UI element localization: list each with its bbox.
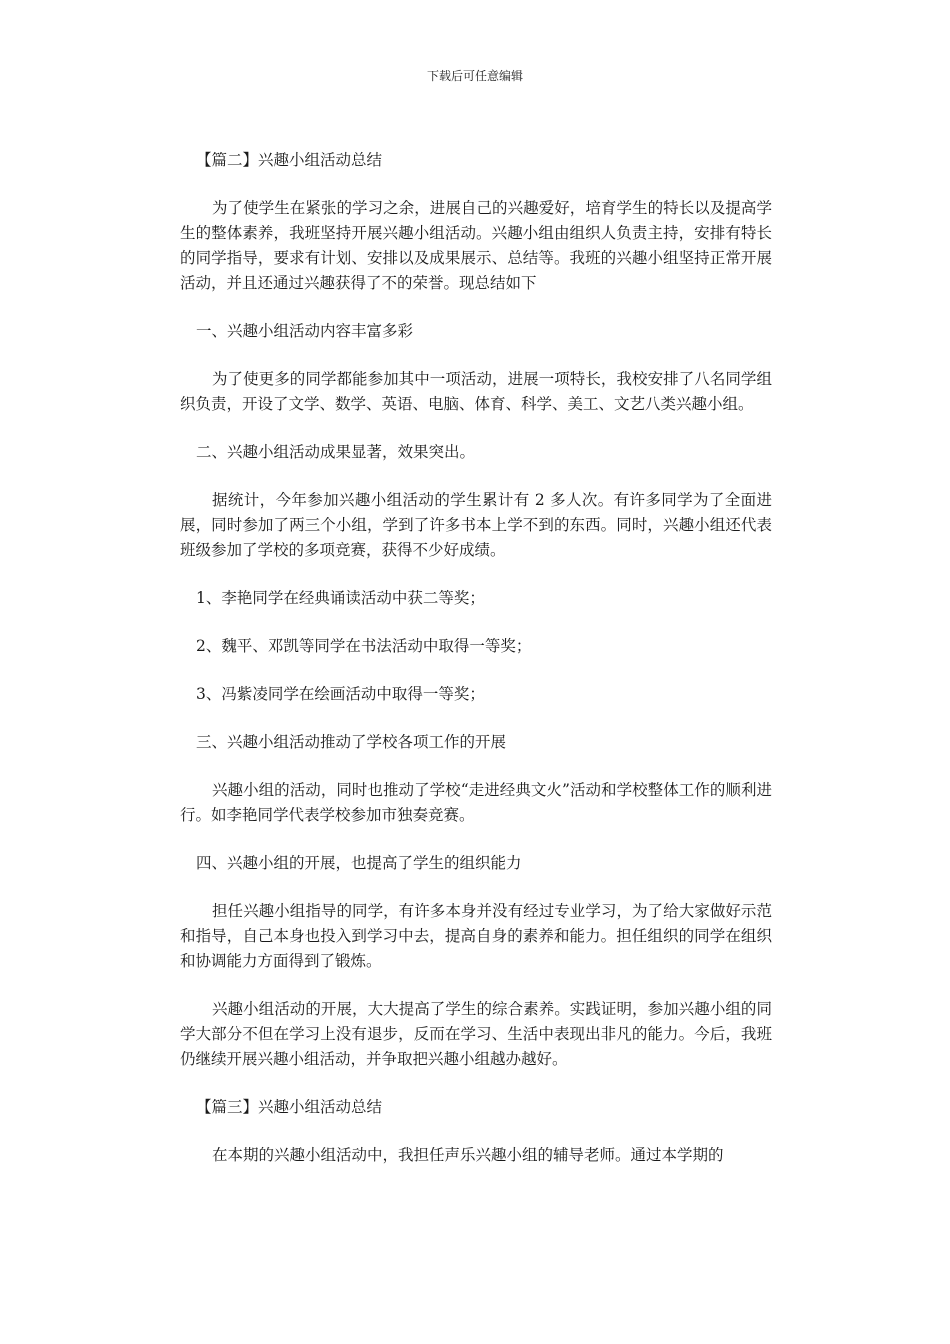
section-heading-part3-title: 【篇三】兴趣小组活动总结	[196, 1098, 383, 1116]
list-item-award-1: 1、李艳同学在经典诵读活动中获二等奖；	[196, 589, 485, 607]
section-heading-1: 一、兴趣小组活动内容丰富多彩	[196, 322, 414, 340]
paragraph-school-work: 兴趣小组的活动，同时也推动了学校“走进经典文火”活动和学校整体工作的顺利进行。如李艳同学代表学校参加市独奏竞赛。	[180, 781, 772, 824]
page-header: 下载后可任意编辑	[426, 69, 523, 83]
list-item-award-2: 2、魏平、邓凯等同学在书法活动中取得一等奖；	[196, 637, 532, 655]
paragraph-intro: 为了使学生在紧张的学习之余，进展自己的兴趣爱好，培育学生的特长以及提高学生的整体素养，我班坚持开展兴趣小组活动。兴趣小组由组织人负责主持，安排有特长的同学指导，要求有计划、安排以及成果展示、总结等。我班的兴趣小组坚持正常开展活动，并且还通过兴趣获得了不的荣誉。现总结如下	[180, 199, 772, 292]
paragraph-activities: 为了使更多的同学都能参加其中一项活动，进展一项特长，我校安排了八名同学组织负责，开设了文学、数学、英语、电脑、体育、科学、美工、文艺八类兴趣小组。	[180, 370, 772, 413]
paragraph-part3-intro: 在本期的兴趣小组活动中，我担任声乐兴趣小组的辅导老师。通过本学期的	[212, 1146, 724, 1164]
section-heading-2: 二、兴趣小组活动成果显著，效果突出。	[196, 443, 476, 461]
paragraph-conclusion: 兴趣小组活动的开展，大大提高了学生的综合素养。实践证明，参加兴趣小组的同学大部分不但在学习上没有退步，反而在学习、生活中表现出非凡的能力。今后，我班仍继续开展兴趣小组活动，并争取把兴趣小组越办越好。	[180, 1000, 772, 1068]
section-heading-part2-title: 【篇二】兴趣小组活动总结	[196, 151, 383, 169]
list-item-award-3: 3、冯紫凌同学在绘画活动中取得一等奖；	[196, 685, 485, 703]
paragraph-organization: 担任兴趣小组指导的同学，有许多本身并没有经过专业学习，为了给大家做好示范和指导，自己本身也投入到学习中去，提高自身的素养和能力。担任组织的同学在组织和协调能力方面得到了锻炼。	[180, 902, 772, 970]
section-heading-4: 四、兴趣小组的开展，也提高了学生的组织能力	[196, 854, 522, 872]
document-body	[180, 148, 772, 1168]
section-heading-3: 三、兴趣小组活动推动了学校各项工作的开展	[196, 733, 507, 751]
paragraph-statistics: 据统计，今年参加兴趣小组活动的学生累计有 2 多人次。有许多同学为了全面进展，同时参加了两三个小组，学到了许多书本上学不到的东西。同时，兴趣小组还代表班级参加了学校的多项竞赛，获得不少好成绩。	[180, 491, 772, 559]
